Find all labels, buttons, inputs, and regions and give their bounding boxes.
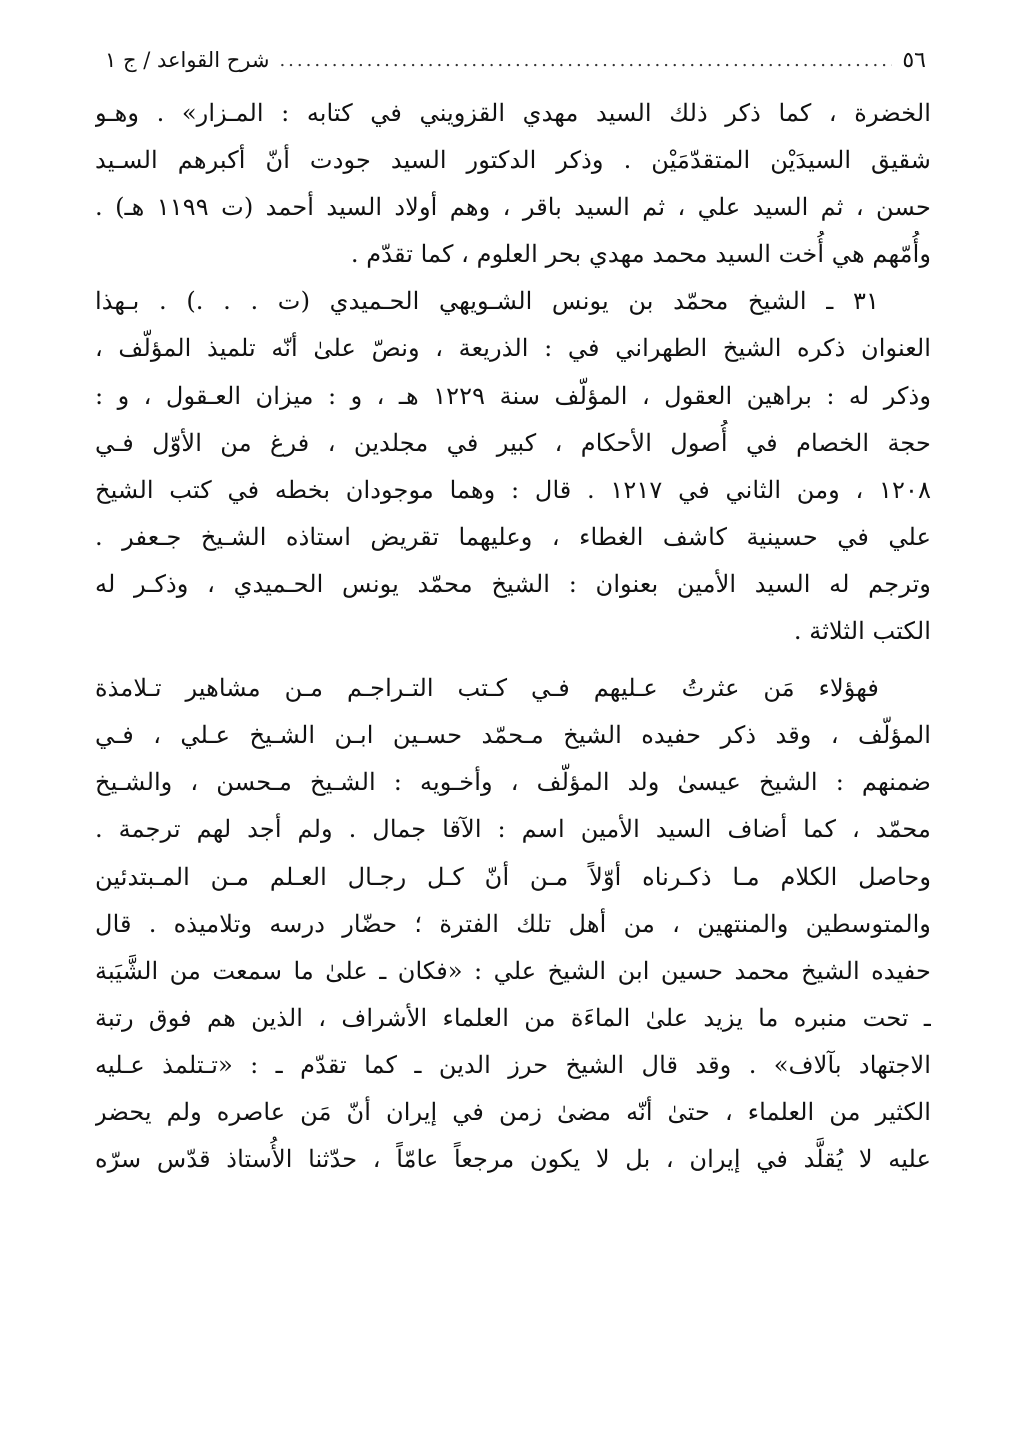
- text-line: ٣١ ـ الشيخ محمّد بن يونس الشـويهي الحـميدي (ت . . .) . بـهذا: [95, 287, 879, 316]
- text-line: فهؤلاء مَن عثرتُ عـليهم فـي كـتب التـراجـم مـن مشاهير تـلامذة: [95, 674, 879, 703]
- running-title: شرح القواعد / ج ١: [105, 48, 270, 72]
- text-line: عليه لا يُقلَّد في إيران ، بل لا يكون مرجعاً عامّاً ، حدّثنا الأُستاذ قدّس سرّه: [95, 1145, 931, 1174]
- text-line: ١٢٠٨ ، ومن الثاني في ١٢١٧ . قال : وهما موجودان بخطه في كتب الشيخ: [95, 475, 931, 504]
- text-line: والمتوسطين والمنتهين ، من أهل تلك الفترة ؛ حضّار درسه وتلاميذه . قال: [95, 909, 931, 938]
- paragraph-gap: [95, 655, 931, 665]
- page-header: [105, 40, 926, 80]
- text-line: الخضرة ، كما ذكر ذلك السيد مهدي القزويني في كتابه : المـزار» . وهـو: [95, 99, 931, 127]
- text-line: علي في حسينية كاشف الغطاء ، وعليهما تقريض استاذه الشـيخ جـعفر .: [95, 522, 931, 551]
- text-line: شقيق السيدَيْن المتقدّمَيْن . وذكر الدكتور السيد جودت أنّ أكبرهم السـيد: [95, 146, 931, 175]
- text-line: محمّد ، كما أضاف السيد الأمين اسم : الآقا جمال . ولم أجد لهم ترجمة .: [95, 815, 931, 844]
- page-number: ٥٦: [902, 47, 926, 73]
- text-line: حفيده الشيخ محمد حسين ابن الشيخ علي : «فكان ـ علىٰ ما سمعت من الشَّيَبة: [95, 956, 931, 985]
- text-line: وذكر له : براهين العقول ، المؤلّف سنة ١٢٢٩ هـ ، و : ميزان العـقول ، و :: [95, 381, 931, 410]
- text-line: ضمنهم : الشيخ عيسىٰ ولد المؤلّف ، وأخـويه : الشـيخ مـحسن ، والشـيخ: [95, 768, 931, 797]
- text-line: الكتب الثلاثة .: [793, 617, 931, 646]
- text-line: حسن ، ثم السيد علي ، ثم السيد باقر ، وهم أولاد السيد أحمد (ت ١١٩٩ هـ) .: [95, 193, 931, 222]
- leader-dots: [279, 50, 892, 71]
- paragraph: [95, 665, 931, 1183]
- text-line: حجة الخصام في أُصول الأحكام ، كبير في مجلدين ، فرغ من الأوّل فـي: [95, 428, 931, 457]
- text-line: ـ تحت منبره ما يزيد علىٰ الماءَة من العلماء الأشراف ، الذين هم فوق رتبة: [95, 1003, 931, 1032]
- text-line: العنوان ذكره الشيخ الطهراني في : الذريعة ، ونصّ علىٰ أنّه تلميذ المؤلّف ،: [95, 334, 931, 363]
- text-line: وترجم له السيد الأمين بعنوان : الشيخ محمّد يونس الحـميدي ، وذكـر له: [95, 569, 931, 598]
- text-line: الاجتهاد بآلاف» . وقد قال الشيخ حرز الدين ـ كما تقدّم ـ : «تـتلمذ عـليه: [95, 1050, 931, 1079]
- paragraph: [95, 278, 931, 655]
- page-body: [95, 90, 931, 1183]
- text-line: المؤلّف ، وقد ذكر حفيده الشيخ مـحمّد حسـين ابـن الشـيخ عـلي ، فـي: [95, 721, 931, 750]
- text-line: الكثير من العلماء ، حتىٰ أنّه مضىٰ زمن في إيران أنّ مَن عاصره ولم يحضر: [95, 1097, 931, 1126]
- text-line: وأُمّهم هي أُخت السيد محمد مهدي بحر العلوم ، كما تقدّم .: [350, 240, 931, 269]
- text-line: وحاصل الكلام مـا ذكـرناه أوّلاً مـن أنّ كـل رجـال العـلم مـن المـبتدئين: [95, 862, 931, 891]
- paragraph: [95, 90, 931, 278]
